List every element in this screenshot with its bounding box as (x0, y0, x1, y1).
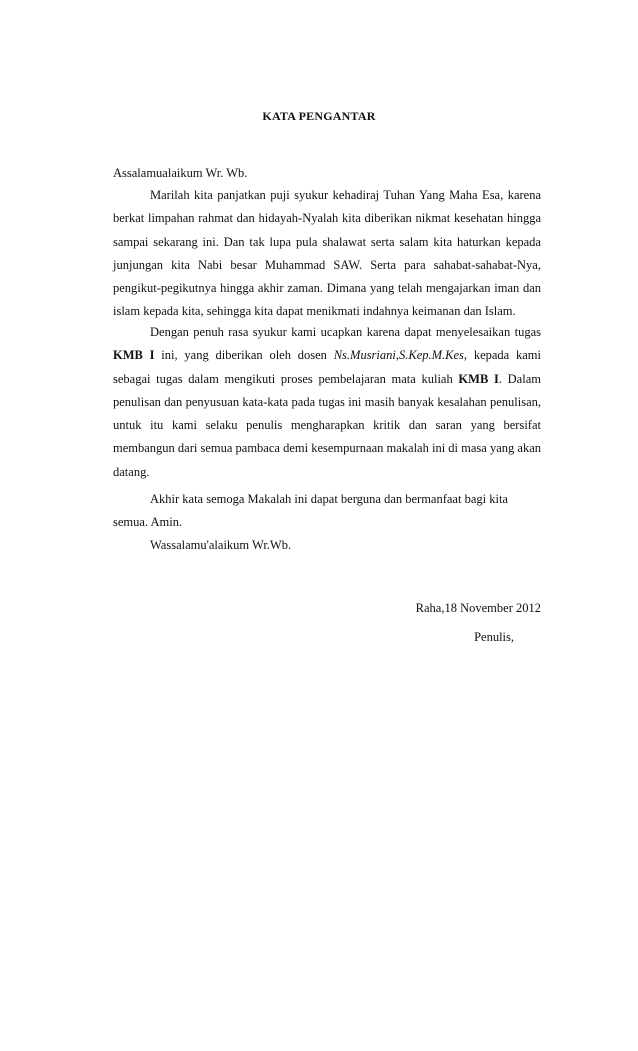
paragraph-thanks (113, 321, 541, 484)
page-title: KATA PENGANTAR (262, 109, 376, 123)
paragraph-thanks-intro: Dengan penuh rasa syukur kami ucapkan karena dapat menyelesaikan tugas (150, 325, 541, 339)
paragraph-thanks-rest: . Dalam penulisan dan penyusuan kata-kata pada tugas ini masih banyak kesalahan penulisan, untuk itu kami selaku penulis mengharapkan kritik dan saran yang bersifat membangun dari semua pambaca demi kesempurnaan makalah ini di masa yang akan datang. (113, 371, 541, 479)
author-signature: Penulis, (474, 630, 514, 644)
course-name: KMB I (113, 348, 155, 363)
closing-salutation: Wassalamu'alaikum Wr.Wb. (150, 538, 292, 552)
paragraph-thanks-mid2: , kepada kami sebagai tugas dalam mengikuti proses pembelajaran mata kuliah (113, 348, 541, 386)
paragraph-closing-wish-end: semua. Amin. (113, 515, 183, 529)
paragraph-closing-wish: Akhir kata semoga Makalah ini dapat berguna dan bermanfaat bagi kita (150, 492, 508, 506)
lecturer-name: Ns.Musriani,S.Kep.M.Kes (333, 348, 464, 363)
greeting-text: Assalamualaikum Wr. Wb. (113, 166, 248, 180)
course-name-second: KMB I (458, 371, 499, 386)
paragraph-thanks-mid1: ini, yang diberikan oleh dosen (154, 348, 334, 363)
paragraph-opening: Marilah kita panjatkan puji syukur kehadiraj Tuhan Yang Maha Esa, karena berkat limpahan rahmat dan hidayah-Nyalah kita diberikan nikmat kesehatan hingga sampai sekarang ini. Dan tak lupa pula shalawat serta salam kita haturkan kepada junjungan kita Nabi besar Muhammad SAW. Serta para sahabat-sahabat-Nya, pengikut-pegikutnya hingga akhir zaman. Dimana yang telah mengajarkan iman dan islam kepada kita, sehingga kita dapat menikmati indahnya keimanan dan Islam. (113, 188, 541, 319)
place-date: Raha,18 November 2012 (415, 601, 541, 615)
